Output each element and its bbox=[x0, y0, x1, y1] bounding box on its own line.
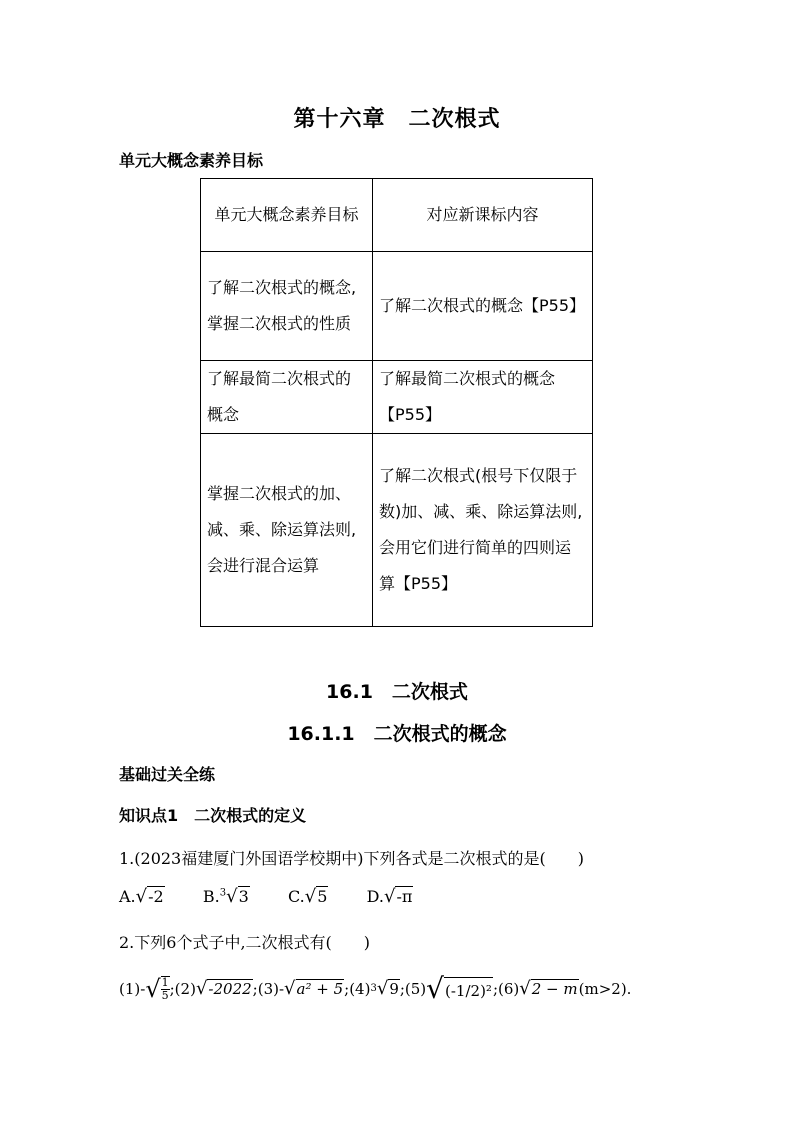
table-header-row bbox=[201, 179, 593, 252]
table-row bbox=[201, 434, 593, 627]
sqrt-icon: √ bbox=[426, 972, 445, 1005]
sqrt-icon: √ bbox=[226, 886, 238, 907]
sqrt-icon: √ bbox=[519, 978, 531, 999]
sqrt-icon: √ bbox=[135, 886, 148, 907]
question-1-options bbox=[119, 886, 413, 907]
table-cell: 了解二次根式的概念,掌握二次根式的性质 bbox=[201, 252, 373, 361]
table-row bbox=[201, 361, 593, 434]
sqrt-icon: √ bbox=[376, 978, 389, 999]
sqrt-icon: √ bbox=[383, 886, 396, 907]
question-1-stem: 1.(2023福建厦门外国语学校期中)下列各式是二次根式的是( ) bbox=[119, 849, 584, 868]
option-d[interactable]: D.√-π bbox=[366, 886, 413, 907]
question-2-expressions: (1)- √ 1 5 ;(2) √ -2022 ;(3)- √ a² + 5 ;(4) 3 √ 9 ;(5) √ (-1/2)² ;(6) √ 2 − m (m>2). bbox=[119, 972, 632, 1005]
sqrt-icon: √ bbox=[195, 978, 208, 999]
option-b[interactable]: B.$^3$√3 bbox=[202, 886, 249, 907]
section-title: 16.1 二次根式 bbox=[326, 681, 468, 703]
fraction: 1 5 bbox=[161, 975, 169, 1002]
option-a[interactable]: A.√-2 bbox=[119, 886, 164, 907]
table-cell: 了解二次根式(根号下仅限于数)加、减、乘、除运算法则,会用它们进行简单的四则运算【P55】 bbox=[373, 434, 593, 627]
knowledge-point: 知识点1 二次根式的定义 bbox=[119, 806, 307, 825]
option-c[interactable]: C.√5 bbox=[287, 886, 328, 907]
sqrt-icon: √ bbox=[284, 978, 296, 999]
table-header: 对应新课标内容 bbox=[373, 179, 593, 252]
table-row bbox=[201, 252, 593, 361]
sqrt-icon: √ bbox=[304, 886, 317, 907]
practice-heading: 基础过关全练 bbox=[119, 765, 216, 784]
table-cell: 掌握二次根式的加、减、乘、除运算法则,会进行混合运算 bbox=[201, 434, 373, 627]
unit-heading: 单元大概念素养目标 bbox=[119, 151, 264, 170]
table-header: 单元大概念素养目标 bbox=[201, 179, 373, 252]
subsection-title: 16.1.1 二次根式的概念 bbox=[287, 723, 507, 745]
table-cell: 了解最简二次根式的概念 bbox=[201, 361, 373, 434]
question-2-stem: 2.下列6个式子中,二次根式有( ) bbox=[119, 933, 371, 952]
chapter-title: 第十六章 二次根式 bbox=[293, 107, 501, 132]
sqrt-icon: √ bbox=[145, 974, 161, 1003]
table-cell: 了解二次根式的概念【P55】 bbox=[373, 252, 593, 361]
table-cell: 了解最简二次根式的概念【P55】 bbox=[373, 361, 593, 434]
objectives-table bbox=[200, 178, 593, 627]
